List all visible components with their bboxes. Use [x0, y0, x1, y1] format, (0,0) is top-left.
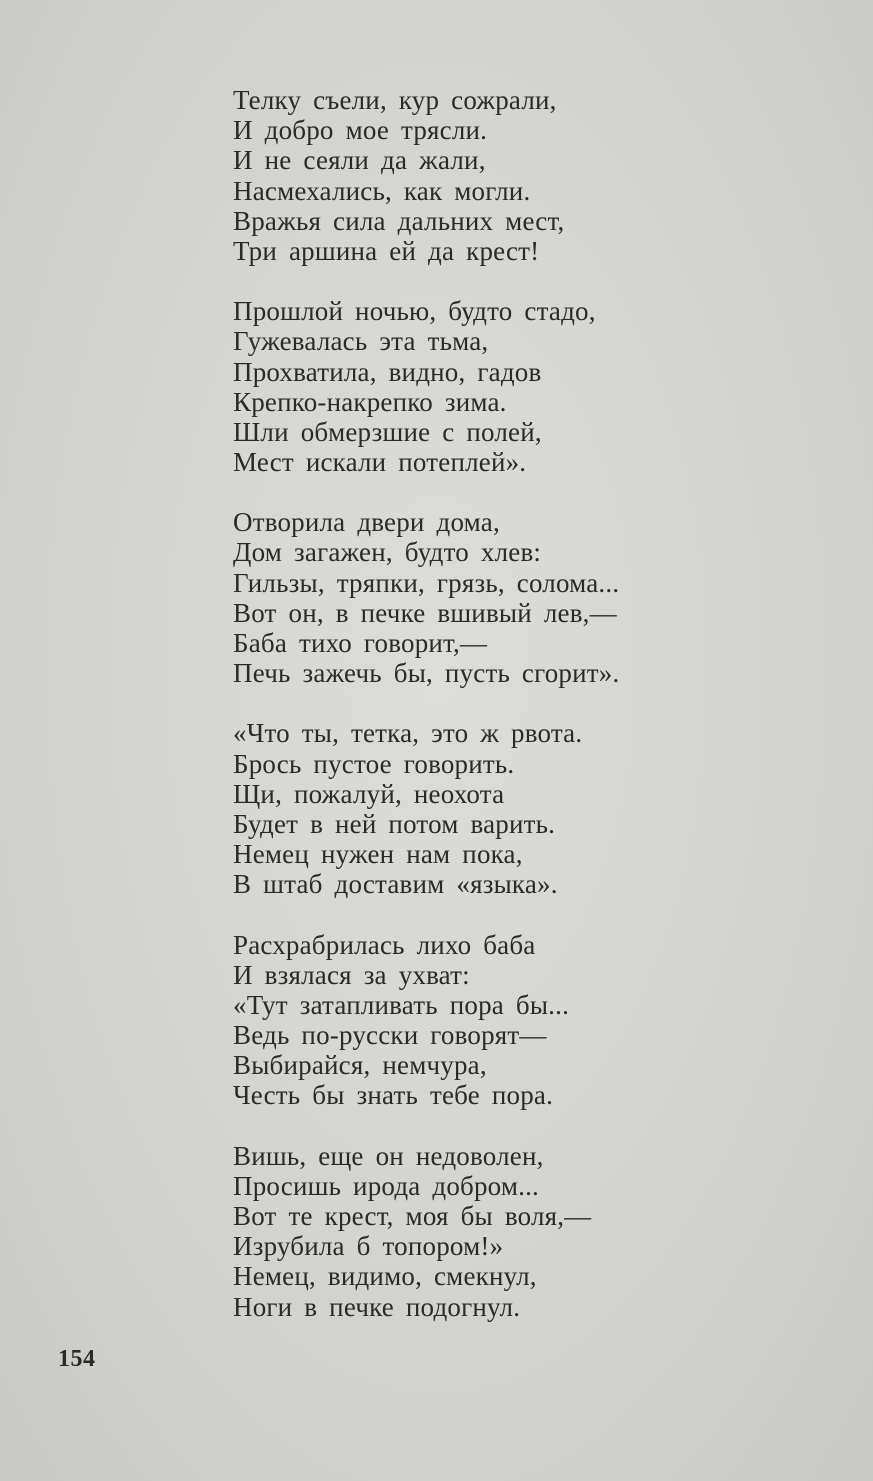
- poem-line: Выбирайся, немчура,: [233, 1050, 487, 1081]
- stanza-6: [233, 1141, 833, 1322]
- poem-line: Прошлой ночью, будто стадо,: [233, 296, 596, 327]
- poem-line: И добро мое трясли.: [233, 115, 488, 146]
- poem-text: [233, 85, 833, 1352]
- stanza-4: [233, 718, 833, 899]
- poem-line: Прохватила, видно, гадов: [233, 356, 542, 387]
- poem-line: Телку съели, кур сожрали,: [233, 85, 557, 115]
- poem-line: Гужевалась эта тьма,: [233, 326, 489, 357]
- poem-line: Три аршина ей да крест!: [233, 235, 540, 266]
- poem-line: «Что ты, тетка, это ж рвота.: [233, 718, 583, 749]
- poem-line: Щи, пожалуй, неохота: [233, 778, 505, 809]
- poem-line: И взялася за ухват:: [233, 959, 470, 990]
- poem-line: Крепко-накрепко зима.: [233, 386, 507, 417]
- poem-line: Расхрабрилась лихо баба: [233, 929, 536, 960]
- poem-line: Вражья сила дальних мест,: [233, 205, 565, 236]
- poem-line: Баба тихо говорит,—: [233, 628, 488, 658]
- poem-line: И не сеяли да жали,: [233, 145, 486, 176]
- poem-line: Вишь, еще он недоволен,: [233, 1140, 544, 1171]
- stanza-2: [233, 296, 833, 477]
- poem-line: Будет в ней потом варить.: [233, 808, 556, 839]
- poem-line: Ведь по-русски говорят—: [233, 1020, 547, 1051]
- poem-line: Отворила двери дома,: [233, 507, 500, 538]
- poem-line: Шли обмерзшие с полей,: [233, 416, 542, 447]
- poem-line: Просишь ирода добром...: [233, 1170, 539, 1201]
- poem-line: Мест искали потеплей».: [233, 447, 527, 478]
- poem-line: Вот он, в печке вшивый лев,—: [233, 597, 617, 628]
- poem-line: Изрубила б топором!»: [233, 1231, 504, 1262]
- poem-line: Вот те крест, моя бы воля,—: [233, 1201, 592, 1231]
- poem-line: Немец, видимо, смекнул,: [233, 1261, 537, 1292]
- poem-line: Гильзы, тряпки, грязь, солома...: [233, 567, 620, 598]
- page-number: 154: [58, 1346, 96, 1372]
- poem-line: В штаб доставим «языка».: [233, 869, 558, 900]
- stanza-3: [233, 507, 833, 688]
- poem-line: Ноги в печке подогнул.: [233, 1291, 521, 1322]
- poem-line: Честь бы знать тебе пора.: [233, 1080, 554, 1111]
- poem-line: Дом загажен, будто хлев:: [233, 537, 542, 568]
- poem-line: «Тут затапливать пора бы...: [233, 989, 570, 1020]
- stanza-1: [233, 85, 833, 266]
- poem-line: Брось пустое говорить.: [233, 748, 515, 779]
- poem-line: Насмехались, как могли.: [233, 175, 531, 206]
- stanza-5: [233, 930, 833, 1111]
- poem-line: Печь зажечь бы, пусть сгорит».: [233, 658, 620, 689]
- poem-line: Немец нужен нам пока,: [233, 839, 523, 870]
